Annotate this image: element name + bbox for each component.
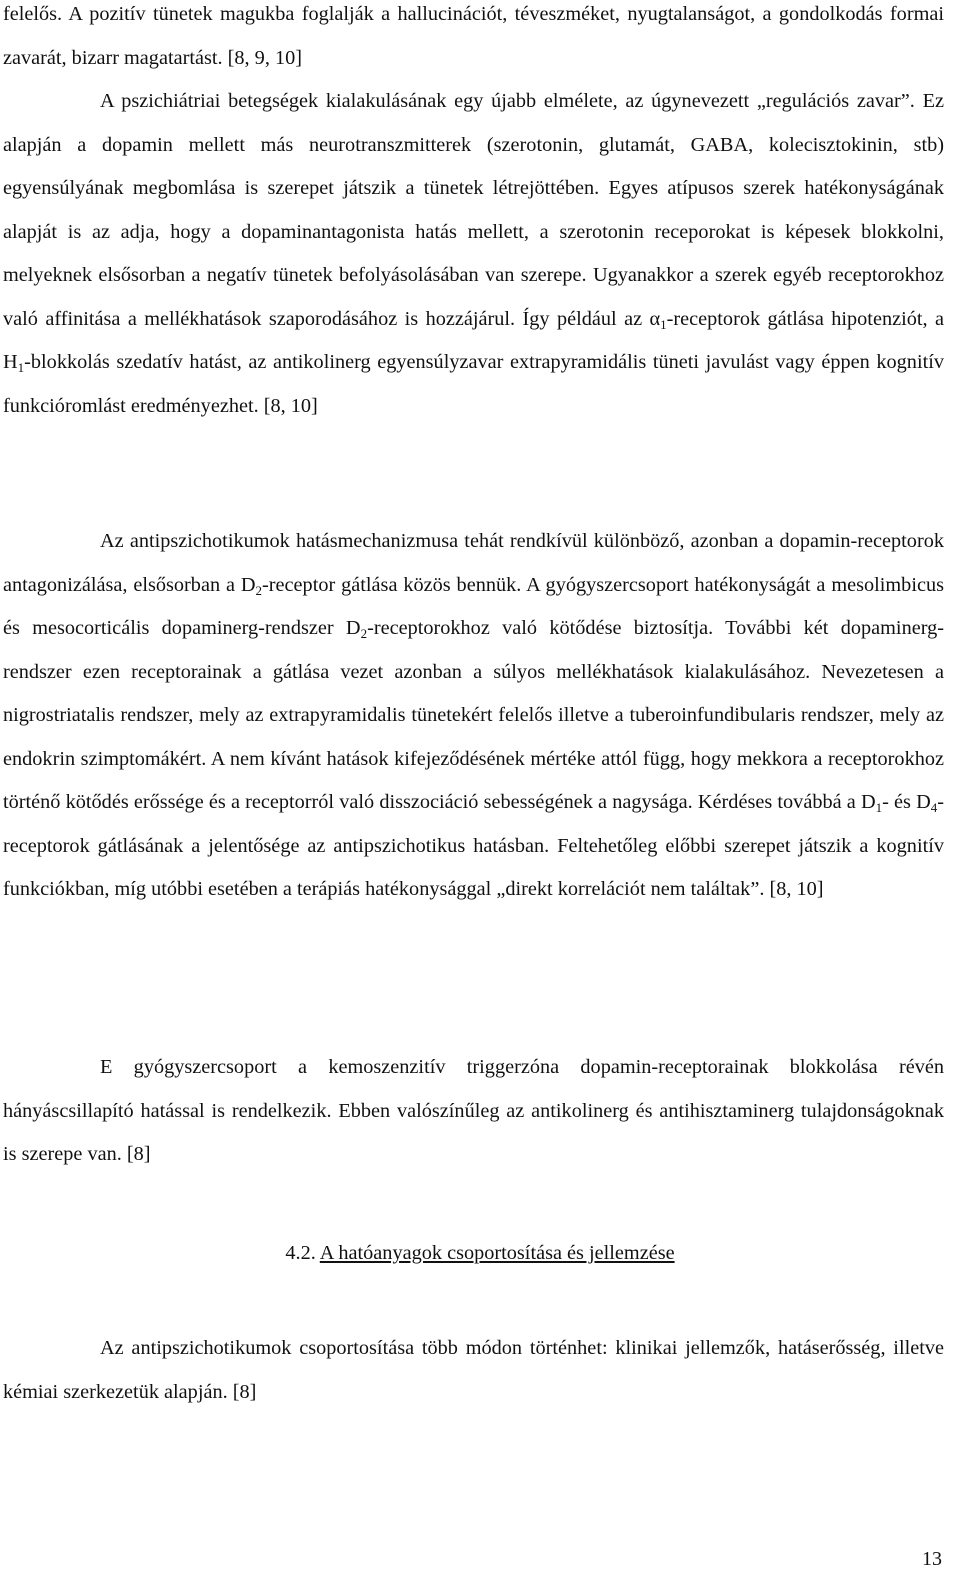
section-number: 4.2. [285,1242,316,1264]
section-heading [0,1238,960,1268]
paragraph-positive-symptoms: felelős. A pozitív tünetek magukba foglalják a hallucinációt, téveszméket, nyugtalanságot, a gondolkodás formai zavarát, bizarr magatartást. [8, 9, 10] [3,3,944,69]
paragraph-mechanism: Az antipszichotikumok hatásmechanizmusa tehát rendkívül különböző, azonban a dopamin-receptorok antagonizálása, elsősorban a $D_2$-receptor gátlása közös bennük. A gyógyszercsoport hatékonyságát a mesolimbicus és mesocorticális dopaminerg-rendszer $D_2$-receptorokhoz való kötődése biztosítja. További két dopaminerg-rendszer ezen receptorainak a gátlása vezet azonban a súlyos mellékhatások kialakulásához. Nevezetesen a nigrostriatalis rendszer, mely az extrapyramidalis tünetekért felelős illetve a tuberoinfundibularis rendszer, mely az endokrin szimptomákért. A nem kívánt hatások kifejeződésének mértéke attól függ, hogy mekkora a receptorokhoz történő kötődés erőssége és a receptorról való disszociáció sebességének a nagysága. Kérdéses továbbá a $D_1-$ és $D_4$-receptorok gátlásának a jelentősége az antipszichotikus hatásban. Feltehetőleg előbbi szerepet játszik a kognitív funkciókban, míg utóbbi esetében a terápiás hatékonysággal „direkt korrelációt nem találtak”. [8, 10] [3,530,945,900]
paragraph-antiemetic: E gyógyszercsoport a kemoszenzitív triggerzóna dopamin-receptorainak blokkolása révén hányáscsillapító hatással is rendelkezik. Ebben valószínűleg az antikolinerg és antihisztaminerg tulajdonságoknak is szerepe van. [8] [3,1056,944,1165]
paragraph-regulation-disorder: A pszichiátriai betegségek kialakulásának egy újabb elmélete, az úgynevezett „regulációs zavar”. Ez alapján a dopamin mellett más neurotranszmitterek (szerotonin, glutamát, GABA, kolecisztokinin, stb) egyensúlyának megbomlása is szerepet játszik a tünetek létrejöttében. Egyes atípusos szerek hatékonyságának alapját is az adja, hogy a dopaminantagonista hatás mellett, a szerotonin receporokat is képesek blokkolni, melyeknek elsősorban a negatív tünetek befolyásolásában van szerepe. Ugyanakkor a szerek egyéb receptorokhoz való affinitása a mellékhatások szaporodásához is hozzájárul. Így például az $\alpha_1$-receptorok gátlása hipotenziót, a $H_1$-blokkolás szedatív hatást, az antikolinerg egyensúlyzavar extrapyramidális tüneti javulást vagy éppen kognitív funkcióromlást eredményezhet. [8, 10] [3,90,944,417]
paragraph-grouping: Az antipszichotikumok csoportosítása több módon történhet: klinikai jellemzők, hatáserősség, illetve kémiai szerkezetük alapján. [8] [3,1337,944,1403]
section-title: A hatóanyagok csoportosítása és jellemzése [319,1242,675,1264]
page-number: 13 [922,1548,942,1570]
